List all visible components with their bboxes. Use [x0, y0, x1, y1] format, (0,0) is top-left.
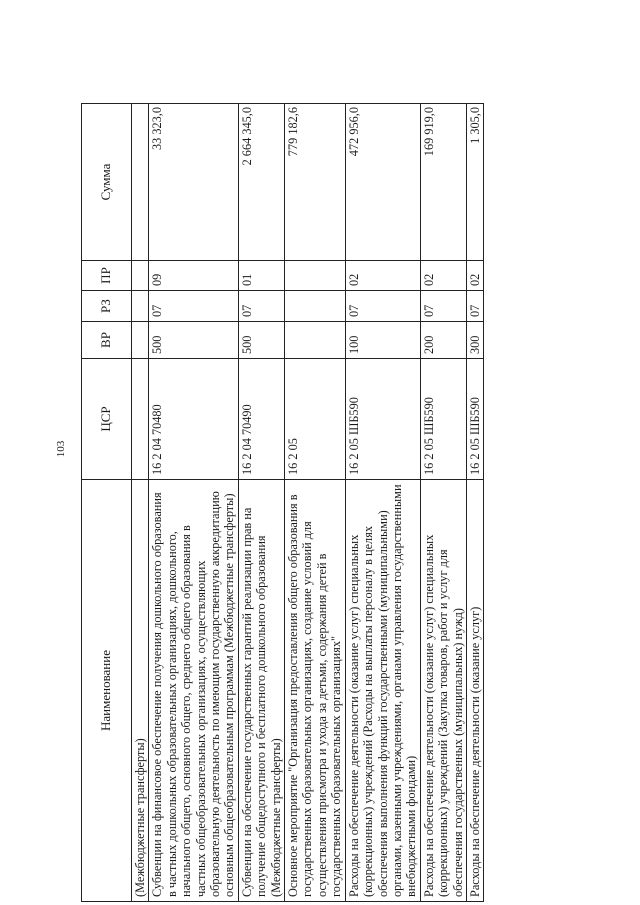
- table-row: [238, 104, 284, 902]
- row-name: Расходы на обеспечение деятельности (оказание услуг) специальных (коррекционных) учреждений (Закупка товаров, работ и услуг для обеспечения государственных (муниципальных) нужд): [420, 480, 466, 902]
- header-sum: Сумма: [82, 104, 132, 261]
- row-csr: 16 2 05: [285, 359, 346, 480]
- row-name: Расходы на обеспечение деятельности (оказание услуг): [466, 480, 483, 902]
- row-pr: [132, 261, 149, 291]
- table-row: [132, 104, 149, 902]
- table-row: [345, 104, 420, 902]
- page-number: 103: [55, 440, 67, 458]
- row-sum: 2 664 345,0: [238, 104, 284, 261]
- row-rz: 07: [345, 291, 420, 322]
- row-csr: 16 2 05 ШБ590: [466, 359, 483, 480]
- row-sum: 33 323,0: [149, 104, 238, 261]
- row-sum: 169 919,0: [420, 104, 466, 261]
- row-name: Расходы на обеспечение деятельности (оказание услуг) специальных (коррекционных) учреждений (Расходы на выплаты персоналу в целях обеспечения выполнения функций государственными (муниципальными) органами, казенными учреждениями, органами управления государственными внебюджетными фондами): [345, 480, 420, 902]
- row-sum: 472 956,0: [345, 104, 420, 261]
- row-pr: 02: [466, 261, 483, 291]
- row-sum: [132, 104, 149, 261]
- header-rz: РЗ: [82, 291, 132, 322]
- row-pr: 02: [420, 261, 466, 291]
- row-rz: [285, 291, 346, 322]
- row-pr: 01: [238, 261, 284, 291]
- header-name: Наименование: [82, 480, 132, 902]
- table-row: [466, 104, 483, 902]
- row-sum: 1 305,0: [466, 104, 483, 261]
- row-csr: 16 2 04 70490: [238, 359, 284, 480]
- header-vr: ВР: [82, 322, 132, 359]
- row-vr: 500: [238, 322, 284, 359]
- row-rz: 07: [420, 291, 466, 322]
- table-header-row: [82, 104, 132, 902]
- row-pr: [285, 261, 346, 291]
- row-rz: 07: [466, 291, 483, 322]
- header-csr: ЦСР: [82, 359, 132, 480]
- budget-table: [81, 103, 484, 902]
- row-pr: 09: [149, 261, 238, 291]
- table-row: [420, 104, 466, 902]
- row-vr: [132, 322, 149, 359]
- header-pr: ПР: [82, 261, 132, 291]
- row-name: Субвенции на финансовое обеспечение получения дошкольного образования в частных дошкольных образовательных организациях, дошкольного, начального общего, основного общего, среднего общего образования в частных общеобразовательных организациях, осуществляющих образовательную деятельность по имеющим государственную аккредитацию основным общеобразовательным программам (Межбюджетные трансферты): [149, 480, 238, 902]
- row-vr: 100: [345, 322, 420, 359]
- row-vr: 500: [149, 322, 238, 359]
- table-row: [285, 104, 346, 902]
- row-csr: 16 2 04 70480: [149, 359, 238, 480]
- row-csr: [132, 359, 149, 480]
- row-name: Основное мероприятие "Организация предоставления общего образования в государственных образовательных организациях, создание условий для осуществления присмотра и ухода за детьми, содержания детей в государственных образовательных организациях": [285, 480, 346, 902]
- row-csr: 16 2 05 ШБ590: [345, 359, 420, 480]
- row-name: Субвенции на обеспечение государственных гарантий реализации прав на получение общедоступного и бесплатного дошкольного образования (Межбюджетные трансферты): [238, 480, 284, 902]
- row-sum: 779 182,6: [285, 104, 346, 261]
- row-rz: [132, 291, 149, 322]
- row-rz: 07: [238, 291, 284, 322]
- table-row: [149, 104, 238, 902]
- row-vr: 300: [466, 322, 483, 359]
- row-pr: 02: [345, 261, 420, 291]
- row-name: (Межбюджетные трансферты): [132, 480, 149, 902]
- row-csr: 16 2 05 ШБ590: [420, 359, 466, 480]
- row-vr: [285, 322, 346, 359]
- row-vr: 200: [420, 322, 466, 359]
- row-rz: 07: [149, 291, 238, 322]
